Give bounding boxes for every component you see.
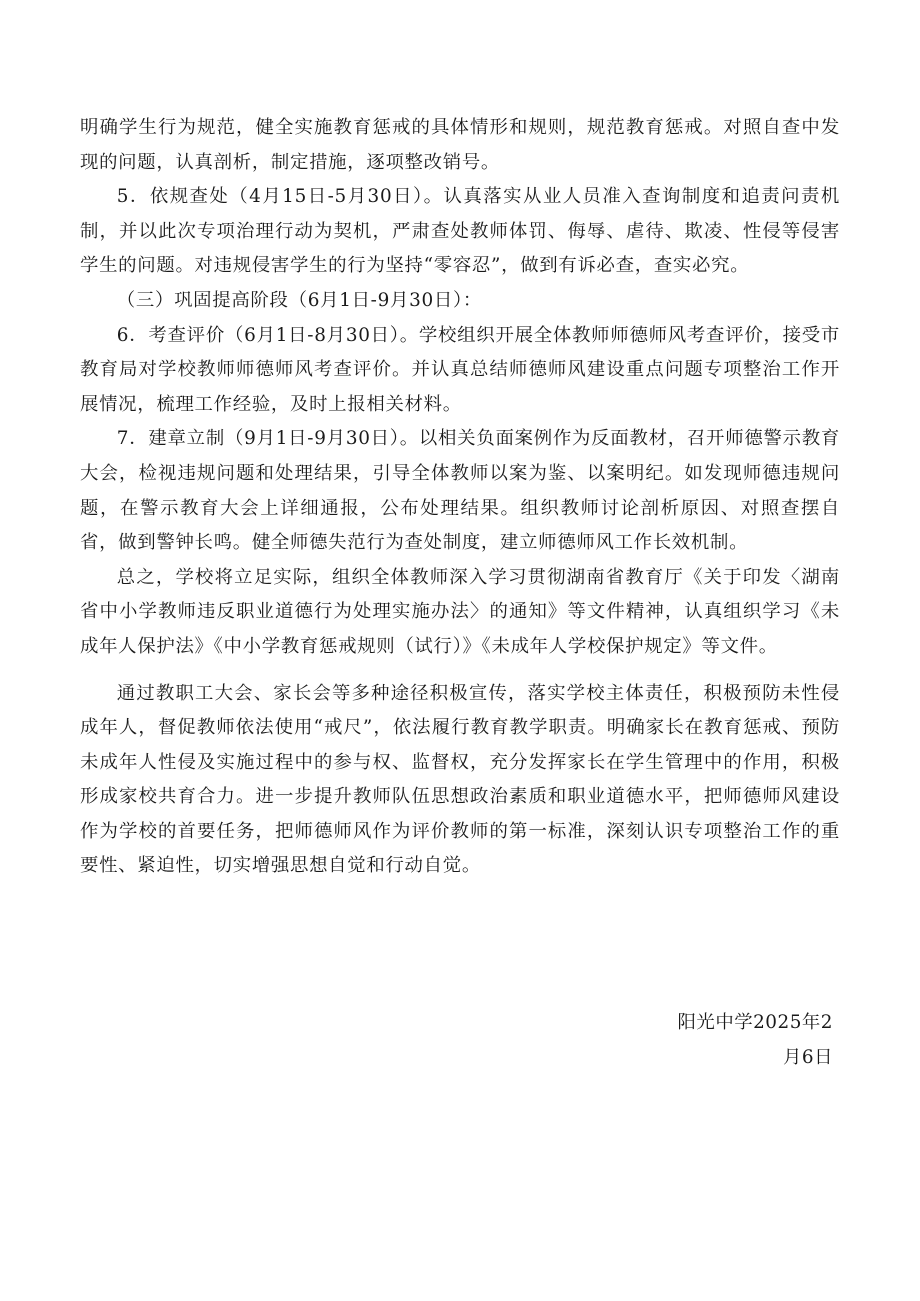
section-heading-3: （三）巩固提高阶段（6月1日-9月30日）：	[116, 289, 482, 311]
paragraph-1: 明确学生行为规范，健全实施教育惩戒的具体情形和规则，规范教育惩戒。对照自查中发现的问题，认真剖析，制定措施，逐项整改销号。	[80, 117, 840, 173]
paragraph-5: 7．建章立制（9月1日-9月30日）。以相关负面案例作为反面教材，召开师德警示教育大会，检视违规问题和处理结果，引导全体教师以案为鉴、以案明纪。如发现师德违规问题，在警示教育大会上详细通报，公布处理结果。组织教师讨论剖析原因、对照查摆自省，做到警钟长鸣。健全师德失范行为查处制度，建立师德师风工作长效机制。	[80, 428, 840, 554]
paragraph-2: 5．依规查处（4月15日-5月30日）。认真落实从业人员准入查询制度和追责问责机制，并以此次专项治理行动为契机，严肃查处教师体罚、侮辱、虐待、欺凌、性侵等侵害学生的问题。对违规侵害学生的行为坚持“零容忍”，做到有诉必查，查实必究。	[80, 186, 840, 277]
document-body	[80, 111, 840, 884]
paragraph-6: 总之，学校将立足实际，组织全体教师深入学习贯彻湖南省教育厅《关于印发〈湖南省中小学教师违反职业道德行为处理实施办法〉的通知》等文件精神，认真组织学习《未成年人保护法》《中小学教育惩戒规则（试行）》《未成年人学校保护规定》等文件。	[80, 566, 840, 657]
paragraph-4: 6．考查评价（6月1日-8月30日）。学校组织开展全体教师师德师风考查评价，接受市教育局对学校教师师德师风考查评价。并认真总结师德师风建设重点问题专项整治工作开展情况，梳理工作经验，及时上报相关材料。	[80, 324, 840, 415]
signature-date: 阳光中学2025年2月6日	[677, 1012, 833, 1068]
paragraph-7: 通过教职工大会、家长会等多种途径积极宣传，落实学校主体责任，积极预防未性侵成年人，督促教师依法使用“戒尺”，依法履行教育教学职责。明确家长在教育惩戒、预防未成年人性侵及实施过程中的参与权、监督权，充分发挥家长在学生管理中的作用，积极形成家校共育合力。进一步提升教师队伍思想政治素质和职业道德水平，把师德师风建设作为学校的首要任务，把师德师风作为评价教师的第一标准，深刻认识专项整治工作的重要性、紧迫性，切实增强思想自觉和行动自觉。	[80, 682, 840, 877]
